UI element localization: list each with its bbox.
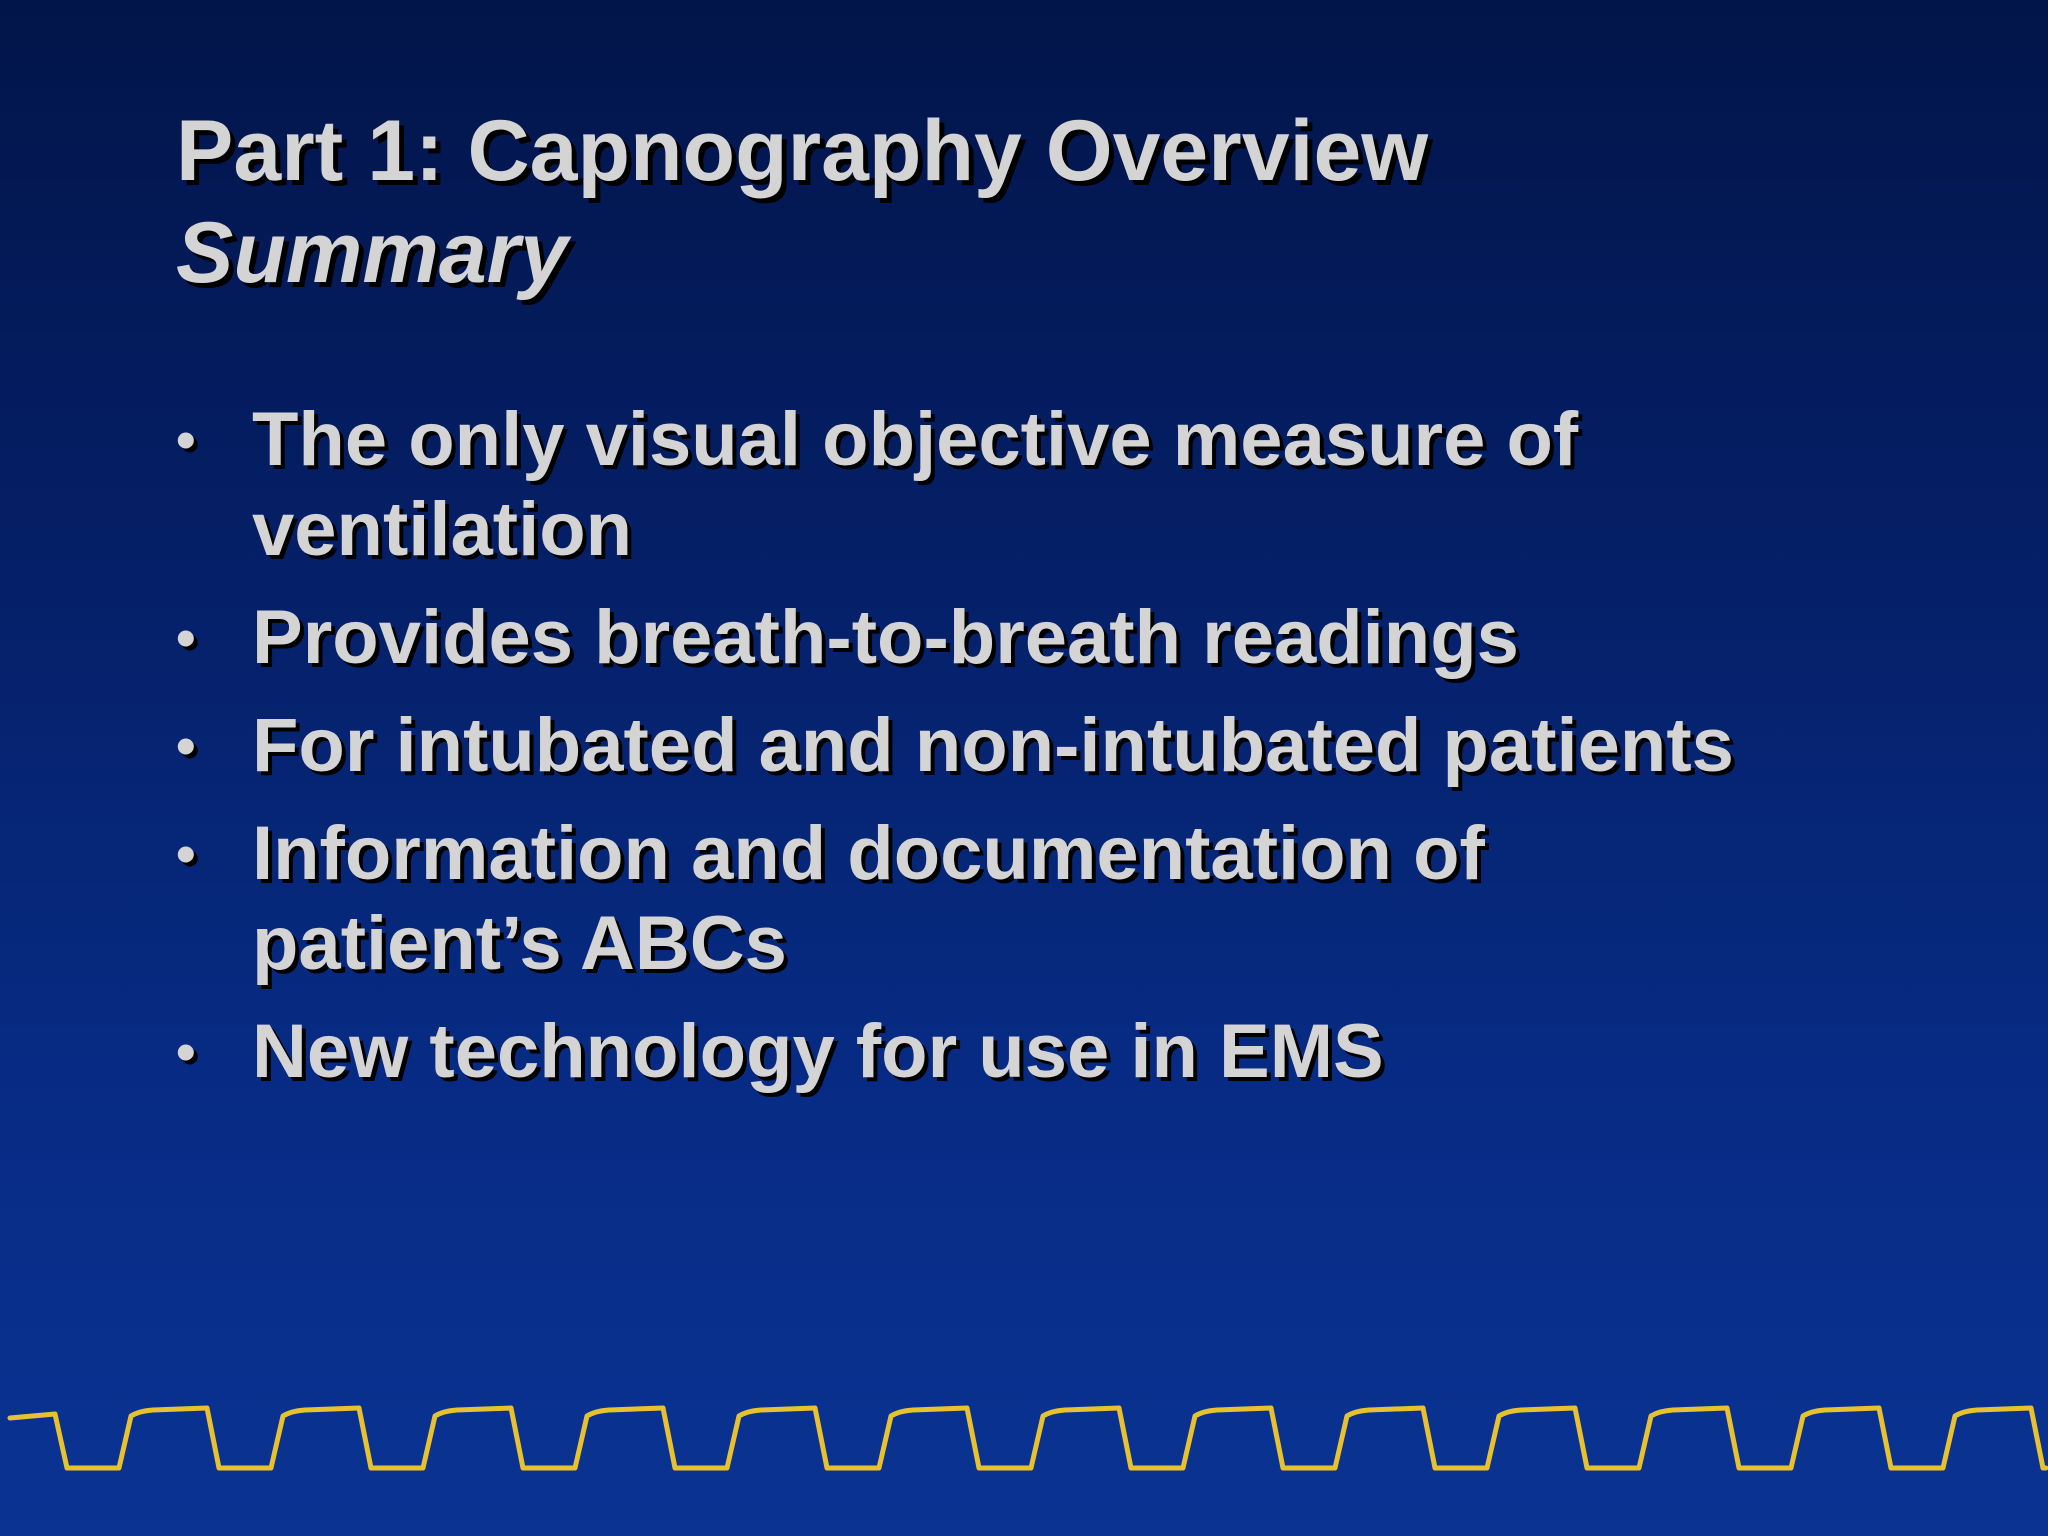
bullet-item	[176, 395, 1996, 575]
waveform-line	[10, 1408, 2046, 1468]
bullet-dot: •	[176, 714, 196, 777]
bullet-item	[176, 593, 1996, 683]
bullet-text: The only visual objective measure of ventilation	[252, 397, 1579, 572]
slide-subtitle: Summary	[176, 205, 568, 301]
bullet-dot: •	[176, 606, 196, 669]
slide-title: Part 1: Capnography Overview	[176, 103, 1429, 199]
bullet-item	[176, 701, 1996, 791]
bullet-dot: •	[176, 822, 196, 885]
bullet-text: Provides breath-to-breath readings	[252, 595, 1519, 680]
bullet-item	[176, 809, 1996, 989]
bullet-dot: •	[176, 408, 196, 471]
bullet-dot: •	[176, 1020, 196, 1083]
bullet-text: New technology for use in EMS	[252, 1009, 1384, 1094]
capnography-waveform-icon	[0, 1380, 2048, 1500]
bullet-item	[176, 1007, 1996, 1097]
bullet-text: Information and documentation of patient’s ABCs	[252, 811, 1485, 986]
bullet-list	[176, 395, 1996, 1115]
bullet-text: For intubated and non-intubated patients	[252, 703, 1734, 788]
slide-title-block	[176, 100, 1926, 304]
